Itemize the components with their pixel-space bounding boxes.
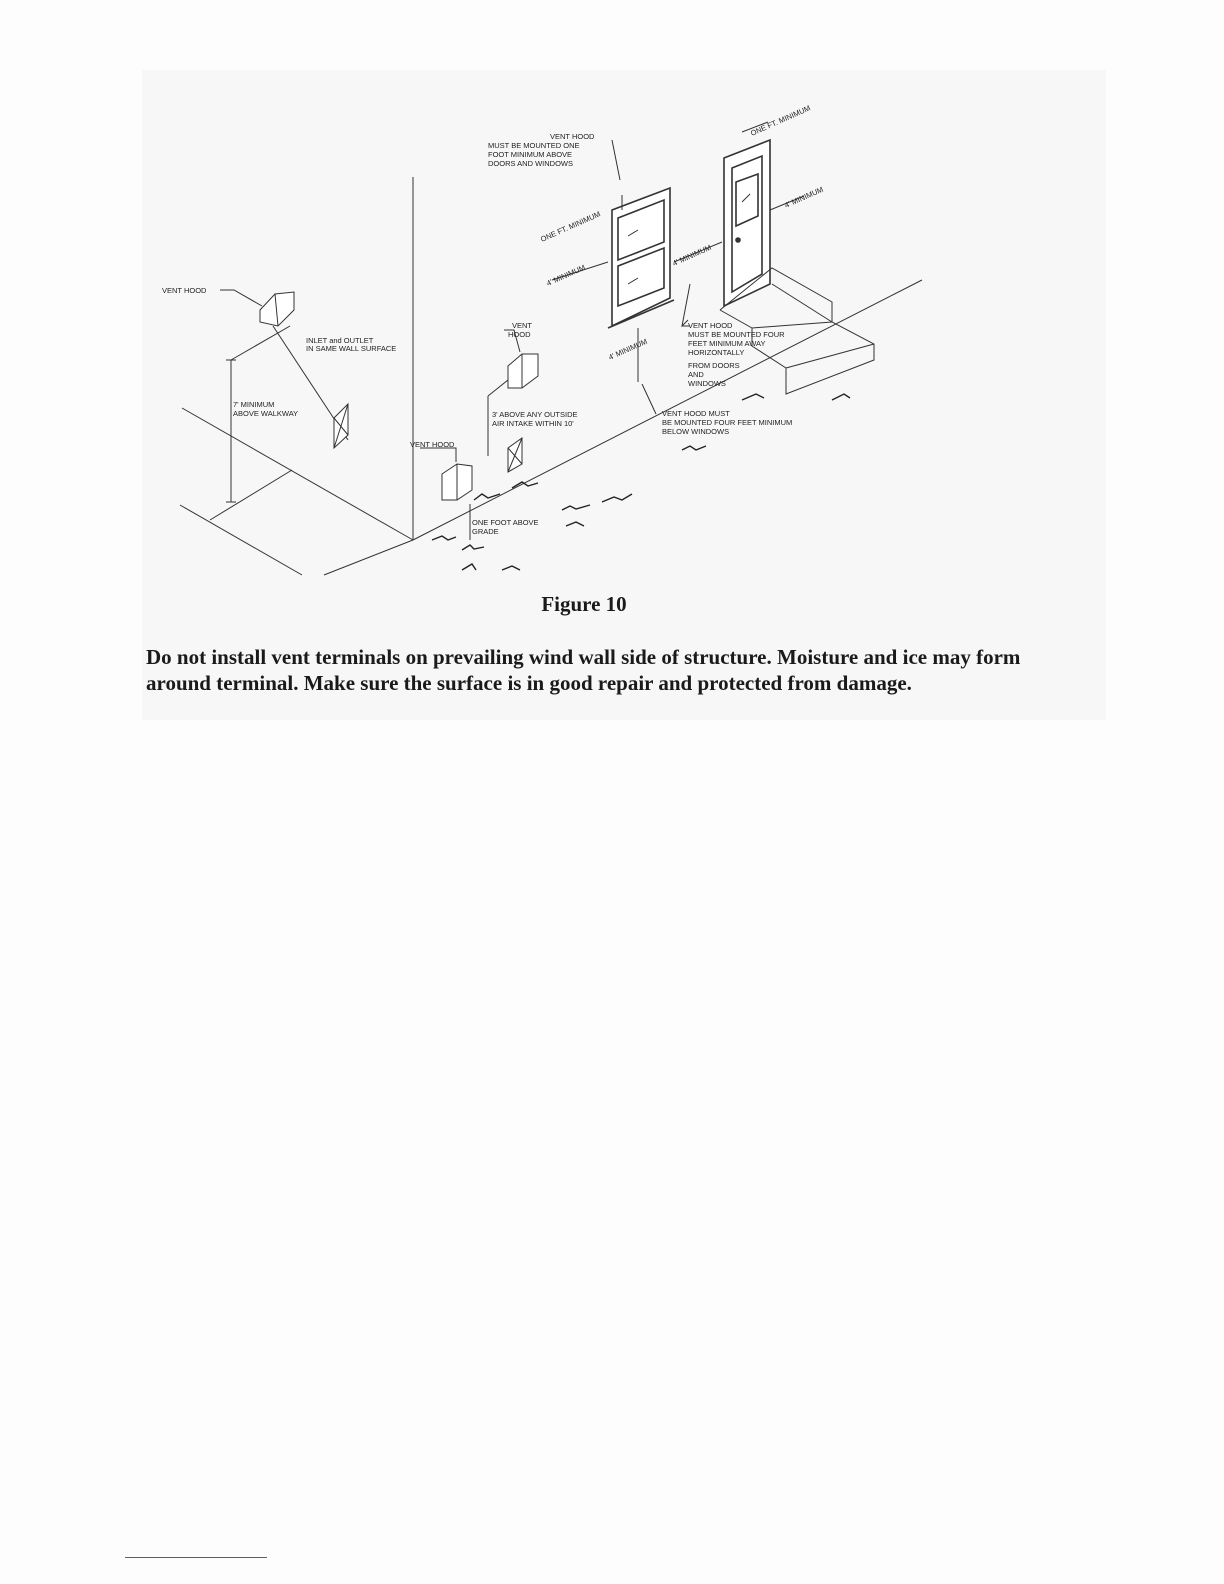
leader-vent-hood-left [220, 290, 262, 306]
label-below-note-3: BELOW WINDOWS [662, 427, 730, 436]
walkway-edge-back [180, 505, 302, 575]
leader-vent-hood-wall [420, 448, 456, 462]
vent-hood-wall [442, 464, 472, 500]
door [724, 140, 770, 306]
label-top-note-3: FOOT MINIMUM ABOVE [488, 150, 573, 159]
label-top-note-4: DOORS AND WINDOWS [488, 159, 574, 168]
vent-clearance-diagram [142, 70, 1106, 590]
vent-hood-middle [508, 354, 538, 388]
label-walkway-2: ABOVE WALKWAY [233, 409, 299, 418]
label-4ft-min-window-left: 4' MINIMUM [545, 262, 587, 288]
label-intake-1: 3' ABOVE ANY OUTSIDE [492, 410, 578, 419]
ground-line-left [182, 408, 413, 540]
label-grade-2: GRADE [472, 527, 499, 536]
label-horiz-note-5: FROM DOORS [688, 361, 740, 370]
label-grade-1: ONE FOOT ABOVE [472, 518, 539, 527]
label-below-note-1: VENT HOOD MUST [662, 409, 730, 418]
label-4ft-min-window-right: 4' MINIMUM [671, 242, 713, 268]
label-top-note-1: VENT HOOD [550, 132, 595, 141]
label-one-ft-min-door: ONE FT. MINIMUM [749, 103, 812, 138]
leader-top-note [612, 140, 620, 180]
label-horiz-note-7: WINDOWS [688, 379, 726, 388]
walkway-edge-front [324, 540, 413, 575]
vent-hood-left [260, 292, 294, 326]
label-horiz-note-3: FEET MINIMUM AWAY [688, 339, 766, 348]
label-4ft-min-below: 4' MINIMUM [607, 336, 649, 362]
label-below-note-2: BE MOUNTED FOUR FEET MINIMUM [662, 418, 793, 427]
label-vent-hood-wall: VENT HOOD [410, 440, 455, 449]
label-horiz-note-2: MUST BE MOUNTED FOUR [688, 330, 785, 339]
label-4ft-min-door: 4' MINIMUM [783, 184, 825, 210]
installation-note: Do not install vent terminals on prevailing wind wall side of structure. Moisture and ice may form around terminal. Make sure the surface is in good repair and protected from damage. [146, 645, 1021, 695]
window [608, 188, 674, 328]
label-one-ft-min-window: ONE FT. MINIMUM [539, 209, 602, 244]
label-vent-hood-mid-1: VENT [512, 321, 533, 330]
label-intake-2: AIR INTAKE WITHIN 10' [492, 419, 574, 428]
label-horiz-note-6: AND [688, 370, 704, 379]
label-horiz-note-1: VENT HOOD [688, 321, 733, 330]
label-vent-hood-left: VENT HOOD [162, 286, 207, 295]
figure-caption: Figure 10 [541, 592, 627, 616]
footnote-rule [125, 1557, 267, 1558]
label-walkway-1: 7' MINIMUM [233, 400, 275, 409]
walkway-joint [210, 470, 292, 520]
label-inlet-outlet-2: IN SAME WALL SURFACE [306, 344, 397, 353]
label-horiz-note-4: HORIZONTALLY [688, 348, 745, 357]
label-top-note-2: MUST BE MOUNTED ONE [488, 141, 580, 150]
label-vent-hood-mid-2: HOOD [508, 330, 531, 339]
leader-below-note [642, 384, 656, 414]
label-inlet-outlet-1: INLET and OUTLET [306, 336, 374, 345]
